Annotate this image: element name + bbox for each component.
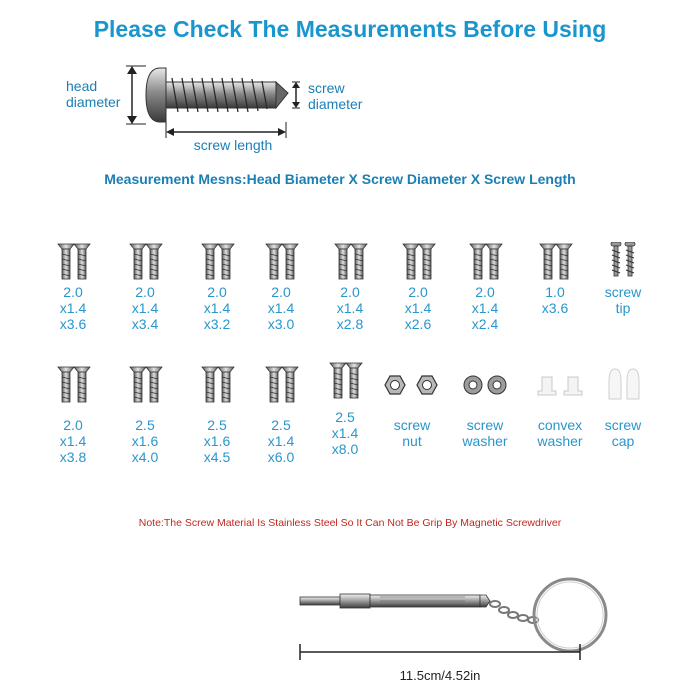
convex-washer-item: convex washer xyxy=(525,365,595,449)
screw-pair-icon xyxy=(457,242,513,282)
screw-item: 2.0 x1.4 x3.0 xyxy=(246,242,316,332)
screw-item: 2.0 x1.4 x3.2 xyxy=(182,242,252,332)
length-dimension-line xyxy=(295,642,585,662)
screw-pair-icon xyxy=(189,365,245,405)
screw-item: 2.5 x1.6 x4.0 xyxy=(110,365,180,465)
screw-diagram-icon xyxy=(60,60,390,140)
screw-tip-icon xyxy=(595,242,651,282)
screw-pair-icon xyxy=(317,361,373,401)
measurement-formula: Measurement Mesns:Head Biameter X Screw Diameter X Screw Length xyxy=(104,171,576,187)
screw-item: 2.0 x1.4 x2.8 xyxy=(315,242,385,332)
screw-item: 2.0 x1.4 x3.4 xyxy=(110,242,180,332)
screw-grid-row-2 xyxy=(0,365,700,475)
screw-pair-icon xyxy=(527,242,583,282)
screw-tip-item: screw tip xyxy=(588,242,658,316)
material-note: Note:The Screw Material Is Stainless Steel So It Can Not Be Grip By Magnetic Screwdriver xyxy=(138,517,562,529)
screw-pair-icon xyxy=(117,365,173,405)
screw-pair-icon xyxy=(117,242,173,282)
head-diameter-label: head diameter xyxy=(66,78,121,110)
screw-grid-row-1 xyxy=(0,242,700,352)
screw-pair-icon xyxy=(253,365,309,405)
screw-pair-icon xyxy=(253,242,309,282)
screw-item: 2.0 x1.4 x3.6 xyxy=(38,242,108,332)
screw-length-label: screw length xyxy=(193,137,273,153)
measurement-diagram xyxy=(60,60,390,160)
screw-item: 2.0 x1.4 x2.4 xyxy=(450,242,520,332)
tool-length-label: 11.5cm/4.52in xyxy=(399,668,481,683)
screw-item: 2.5 x1.4 x6.0 xyxy=(246,365,316,465)
screw-cap-item: screw cap xyxy=(588,365,658,449)
screw-item: 2.0 x1.4 x2.6 xyxy=(383,242,453,332)
screw-diameter-label: screw diameter xyxy=(308,80,363,112)
screw-pair-icon xyxy=(45,365,101,405)
screw-pair-icon xyxy=(45,242,101,282)
screw-cap-icon xyxy=(595,365,651,405)
screw-pair-icon xyxy=(390,242,446,282)
screw-pair-icon xyxy=(189,242,245,282)
screw-pair-icon xyxy=(322,242,378,282)
screw-item: 2.5 x1.4 x8.0 xyxy=(310,361,380,457)
washer-icon xyxy=(457,365,513,405)
screw-washer-item: screw washer xyxy=(450,365,520,449)
hex-nut-icon xyxy=(377,365,447,405)
page-title: Please Check The Measurements Before Using xyxy=(93,16,607,42)
screw-nut-item: screw nut xyxy=(377,365,447,449)
screw-item: 1.0 x3.6 xyxy=(520,242,590,316)
screw-item: 2.5 x1.6 x4.5 xyxy=(182,365,252,465)
convex-washer-icon xyxy=(532,365,588,405)
screw-item: 2.0 x1.4 x3.8 xyxy=(38,365,108,465)
